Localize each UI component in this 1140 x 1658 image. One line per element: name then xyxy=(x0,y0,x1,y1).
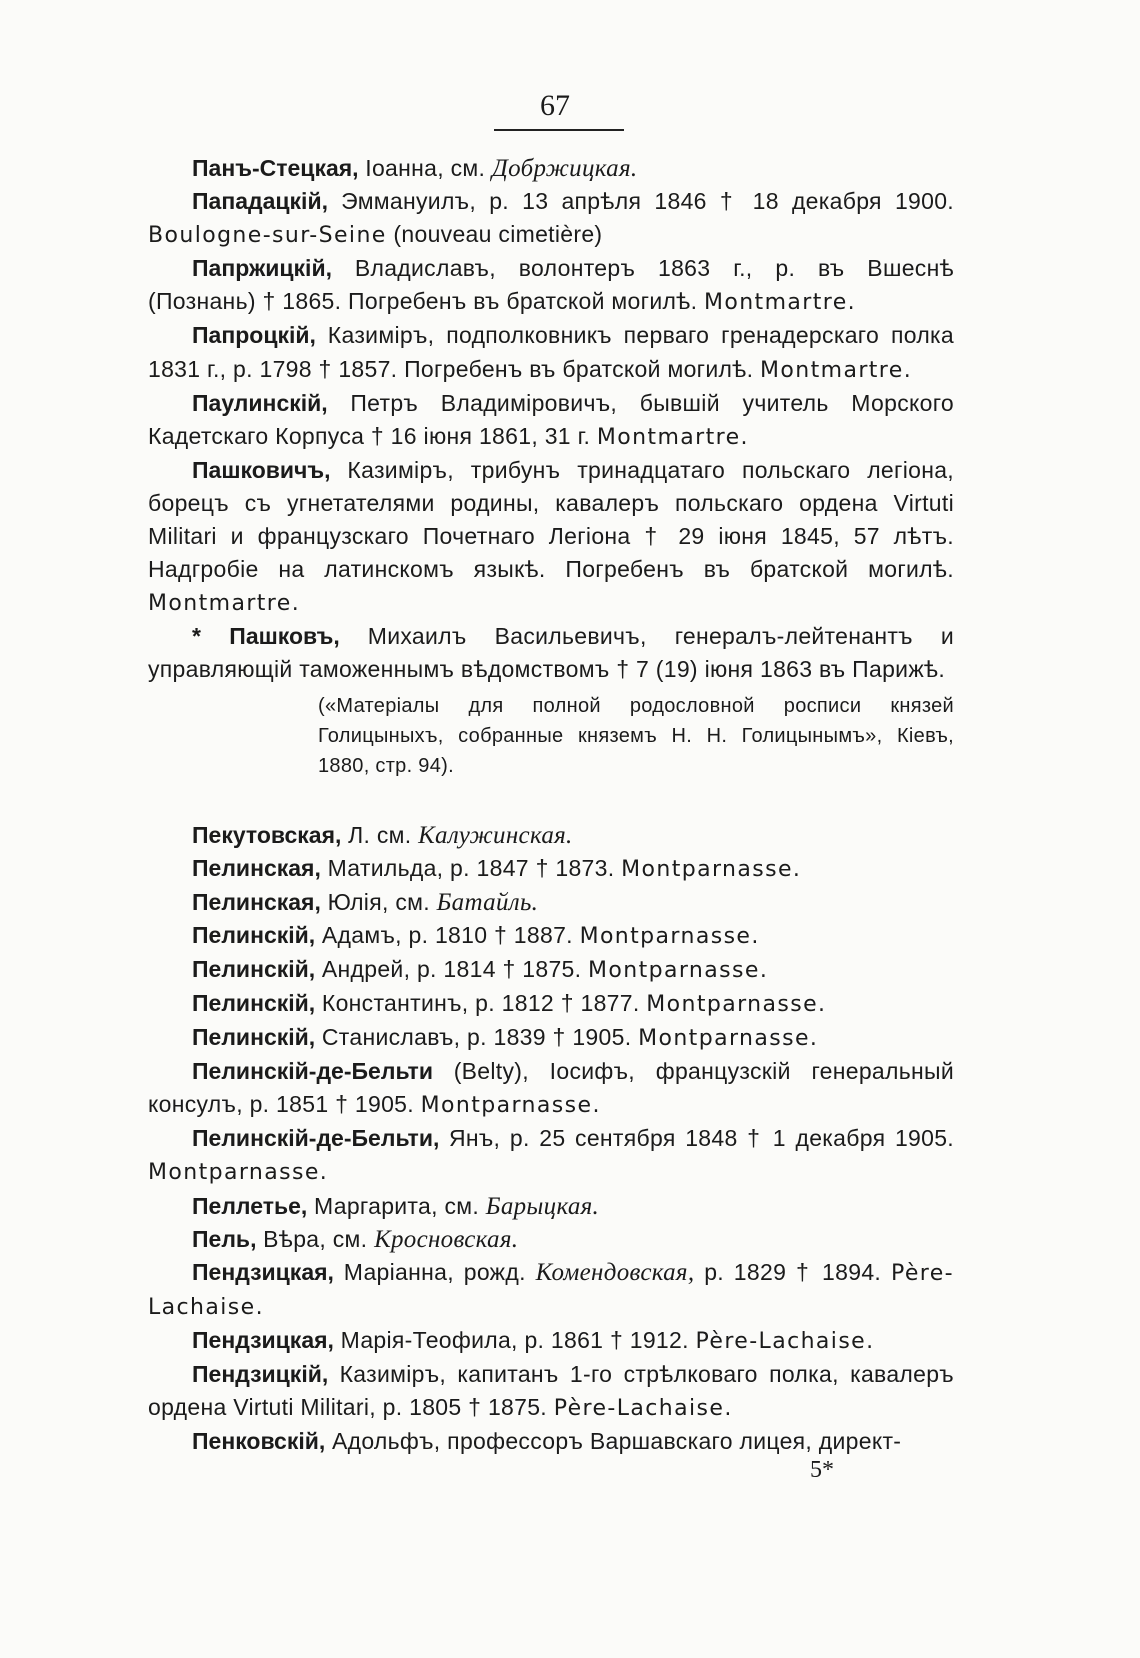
entry xyxy=(148,1425,954,1458)
entry-star: * xyxy=(192,623,230,650)
entry-name: Пенковскій, xyxy=(192,1428,326,1455)
entry-name: Паулинскій, xyxy=(192,389,328,416)
entry-name: Пелинская, xyxy=(192,888,321,915)
entry xyxy=(148,886,954,919)
entry-text: Маргарита, см. xyxy=(307,1192,486,1219)
entry-name: Пелинскій, xyxy=(192,955,316,982)
entry-cemetery: Montparnasse. xyxy=(579,923,760,949)
entry-text: Андрей, р. 1814 † 1875. xyxy=(315,955,589,982)
entry-text: Маріанна, рожд. xyxy=(333,1258,536,1285)
entry-cemetery: Montmartre. xyxy=(703,290,857,316)
entry-text: Казиміръ, трибунъ тринадцатаго польскаго легіона, борецъ съ угнетателями родины, кавалеръ польскаго ордена Virtuti Militari и французскаго Почетнаго Легіона † 29 іюня 1845, 57 лѣтъ. Надгробіе на латинскомъ языкѣ. Погребенъ въ братской могилѣ. xyxy=(148,456,954,583)
entry-name: Пендзицкій, xyxy=(192,1361,329,1387)
entry-name: Пападацкій, xyxy=(192,188,328,215)
entry-text: Юлія, см. xyxy=(320,888,437,915)
entry xyxy=(148,1324,954,1358)
entry-text: Владиславъ, волонтеръ 1863 г., р. въ Вшеснѣ (Познань) † 1865. Погребенъ въ братской могилѣ. xyxy=(148,255,954,315)
entry-name: Пендзицкая, xyxy=(192,1326,334,1353)
entry xyxy=(148,185,954,252)
entry xyxy=(148,987,954,1021)
entry-name: Панъ-Стецкая, xyxy=(192,155,359,181)
entry xyxy=(148,319,954,386)
entry-text-after: (nouveau cimetière) xyxy=(386,221,603,248)
entry-text: Казиміръ, капитанъ 1-го стрѣлковаго полка, кавалеръ ордена Virtuti Militari, р. 1805 † 1875. xyxy=(148,1361,954,1421)
entry-cemetery: Montparnasse. xyxy=(638,1026,819,1052)
entry xyxy=(148,387,954,454)
entry xyxy=(148,1021,954,1055)
entry-name: Пендзицкая, xyxy=(192,1258,334,1285)
entry-text: Марія-Теофила, р. 1861 † 1912. xyxy=(333,1326,696,1353)
entry-name: Пашковъ, xyxy=(229,623,340,650)
entry-name: Пеллетье, xyxy=(192,1192,308,1219)
entry xyxy=(148,1122,954,1189)
entry-cemetery: Père-Lachaise. xyxy=(695,1328,875,1354)
entry xyxy=(148,152,954,185)
page-number: 67 xyxy=(540,89,570,122)
entry-name: Пелинская, xyxy=(192,854,321,881)
entry xyxy=(148,620,954,686)
entry xyxy=(148,1223,954,1256)
entry-cemetery: Boulogne-sur-Seine xyxy=(148,223,387,249)
entry-text: Л. см. xyxy=(341,821,419,848)
entry-reference: Комендовская, xyxy=(535,1258,695,1286)
entries-text xyxy=(148,152,954,1458)
entry-cemetery: Montmartre. xyxy=(596,424,749,450)
entries-group-b xyxy=(148,819,954,1459)
entry xyxy=(148,919,954,953)
entry xyxy=(148,1256,954,1324)
entry-cemetery: Montmartre. xyxy=(760,357,913,383)
entry xyxy=(148,852,954,886)
entry-text: (Belty), Іосифъ, французскій генеральный консулъ, р. 1851 † 1905. xyxy=(148,1058,954,1118)
entry-name: Пелинскій, xyxy=(192,921,316,948)
entry-text: Вѣра, см. xyxy=(256,1225,375,1252)
signature-mark: 5* xyxy=(810,1457,834,1483)
entry-reference: Батайль. xyxy=(436,888,539,916)
entry-cemetery: Père-Lachaise. xyxy=(553,1396,733,1422)
entry-name: Пекутовская, xyxy=(192,821,342,848)
entry-text: Іоанна, см. xyxy=(358,155,492,181)
entry-text-after: р. 1829 † 1894. xyxy=(694,1258,891,1285)
entry-reference: Кросновская. xyxy=(374,1225,519,1253)
entry-text: Адамъ, р. 1810 † 1887. xyxy=(315,921,580,948)
entry-cemetery: Montparnasse. xyxy=(621,856,802,882)
entry-name: Пелинскій, xyxy=(192,1024,316,1051)
entry-cemetery: Montparnasse. xyxy=(646,991,827,1017)
page-number-rule xyxy=(494,129,624,131)
entry-reference: Барыцкая. xyxy=(485,1192,600,1220)
entry-text: Константинъ, р. 1812 † 1877. xyxy=(315,989,647,1016)
entry xyxy=(148,252,954,319)
entry-text: Казиміръ, подполковникъ перваго гренадерскаго полка 1831 г., р. 1798 † 1857. Погребенъ въ братской могилѣ. xyxy=(148,322,954,382)
entry-text: Адольфъ, профессоръ Варшавскаго лицея, директ- xyxy=(325,1428,902,1455)
entry xyxy=(148,454,954,620)
entry xyxy=(148,1055,954,1122)
entry-name: Папроцкій, xyxy=(192,322,316,349)
entry-name: Пелинскій, xyxy=(192,989,316,1016)
entry-text: Михаилъ Васильевичъ, генералъ-лейтенантъ и управляющій таможеннымъ вѣдомствомъ † 7 (19) іюня 1863 въ Парижѣ. xyxy=(148,623,954,683)
entry-reference: Добржицкая. xyxy=(491,155,638,182)
entry-cemetery: Montparnasse. xyxy=(148,1160,329,1186)
entry-name: Папржицкій, xyxy=(192,255,332,282)
entries-group-a xyxy=(148,152,954,687)
entry-name: Пель, xyxy=(192,1225,257,1252)
entry-cemetery: Montmartre. xyxy=(148,591,301,617)
entry-cemetery: Père-Lachaise. xyxy=(148,1260,954,1320)
entry-text: Янъ, р. 25 сентября 1848 † 1 декабря 1905. xyxy=(439,1125,954,1152)
entry-reference: Калужинская. xyxy=(418,821,573,849)
entry-cemetery: Montparnasse. xyxy=(588,957,769,983)
entry-text: Матильда, р. 1847 † 1873. xyxy=(320,854,622,881)
entry xyxy=(148,819,954,852)
entry xyxy=(148,1190,954,1223)
entry-text: Станиславъ, р. 1839 † 1905. xyxy=(315,1024,639,1051)
entry-name: Пелинскій-де-Бельти xyxy=(192,1058,433,1085)
entry xyxy=(148,1358,954,1425)
entry-cemetery: Montparnasse. xyxy=(420,1093,601,1119)
entry xyxy=(148,953,954,987)
entry-text: Петръ Владиміровичъ, бывшій учитель Морского Кадетскаго Корпуса † 16 іюня 1861, 31 г. xyxy=(148,389,954,449)
entry-name: Пелинскій-де-Бельти, xyxy=(192,1125,440,1152)
citation-quote: («Матеріалы для полной родословной росписи князей Голицыныхъ, собранные княземъ Н. Н. Голицынымъ», Кіевъ, 1880, стр. 94). xyxy=(318,694,954,777)
entry-name: Пашковичъ, xyxy=(192,456,331,483)
entry-text: Эммануилъ, р. 13 апрѣля 1846 † 18 декабря 1900. xyxy=(327,188,954,215)
